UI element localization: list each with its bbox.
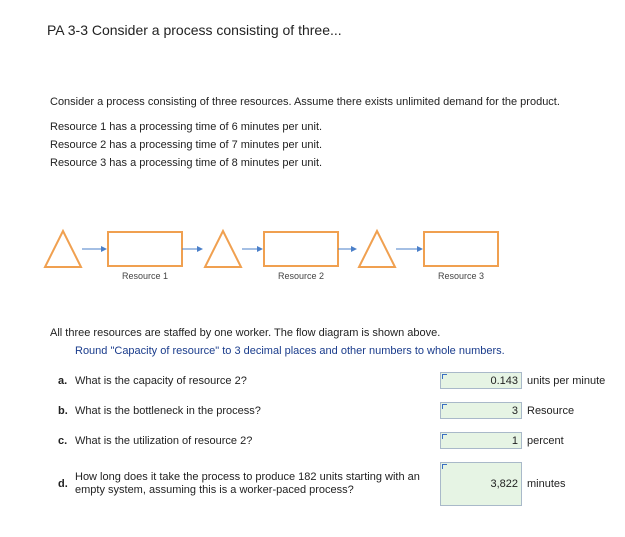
resource-box-3 [424,232,498,266]
question-a-letter: a. [58,375,68,387]
input-corner-icon [442,434,447,439]
question-a-text: What is the capacity of resource 2? [75,375,247,387]
staffing-note: All three resources are staffed by one worker. The flow diagram is shown above. [50,327,441,339]
inventory-triangle-1 [45,231,81,267]
page-title: PA 3-3 Consider a process consisting of three... [47,22,342,38]
resource-label-2: Resource 2 [277,271,325,281]
resource-label-1: Resource 1 [121,271,169,281]
answer-a-unit: units per minute [527,375,606,387]
resource-label-3: Resource 3 [437,271,485,281]
answer-c-value: 1 [511,435,518,447]
answer-d-input[interactable] [440,462,522,506]
input-corner-icon [442,464,447,469]
question-b-letter: b. [58,405,68,417]
question-d-letter: d. [58,478,68,490]
answer-a-input[interactable] [440,372,522,389]
input-corner-icon [442,374,447,379]
question-b-text: What is the bottleneck in the process? [75,405,261,417]
rounding-instruction: Round "Capacity of resource" to 3 decimal places and other numbers to whole numbers. [75,345,505,357]
answer-d-unit: minutes [527,478,566,490]
answer-d-value: 3,822 [490,478,518,490]
answer-c-input[interactable] [440,432,522,449]
problem-intro: Consider a process consisting of three resources. Assume there exists unlimited demand for the product. [50,96,560,108]
resource-box-1 [108,232,182,266]
answer-b-unit: Resource [527,405,575,417]
answer-a-value: 0.143 [490,375,518,387]
answer-b-value: 3 [511,405,518,417]
resource-3-description: Resource 3 has a processing time of 8 minutes per unit. [50,157,323,169]
inventory-triangle-3 [359,231,395,267]
input-corner-icon [442,404,447,409]
question-d-text: How long does it take the process to produce 182 units starting with an empty system, assuming this is a worker-paced process? [75,471,420,496]
question-c-letter: c. [58,435,68,447]
answer-b-input[interactable] [440,402,522,419]
resource-box-2 [264,232,338,266]
inventory-triangle-2 [205,231,241,267]
flow-diagram [40,222,510,288]
answer-c-unit: percent [527,435,564,447]
resource-1-description: Resource 1 has a processing time of 6 minutes per unit. [50,121,323,133]
resource-2-description: Resource 2 has a processing time of 7 minutes per unit. [50,139,323,151]
question-c-text: What is the utilization of resource 2? [75,435,253,447]
